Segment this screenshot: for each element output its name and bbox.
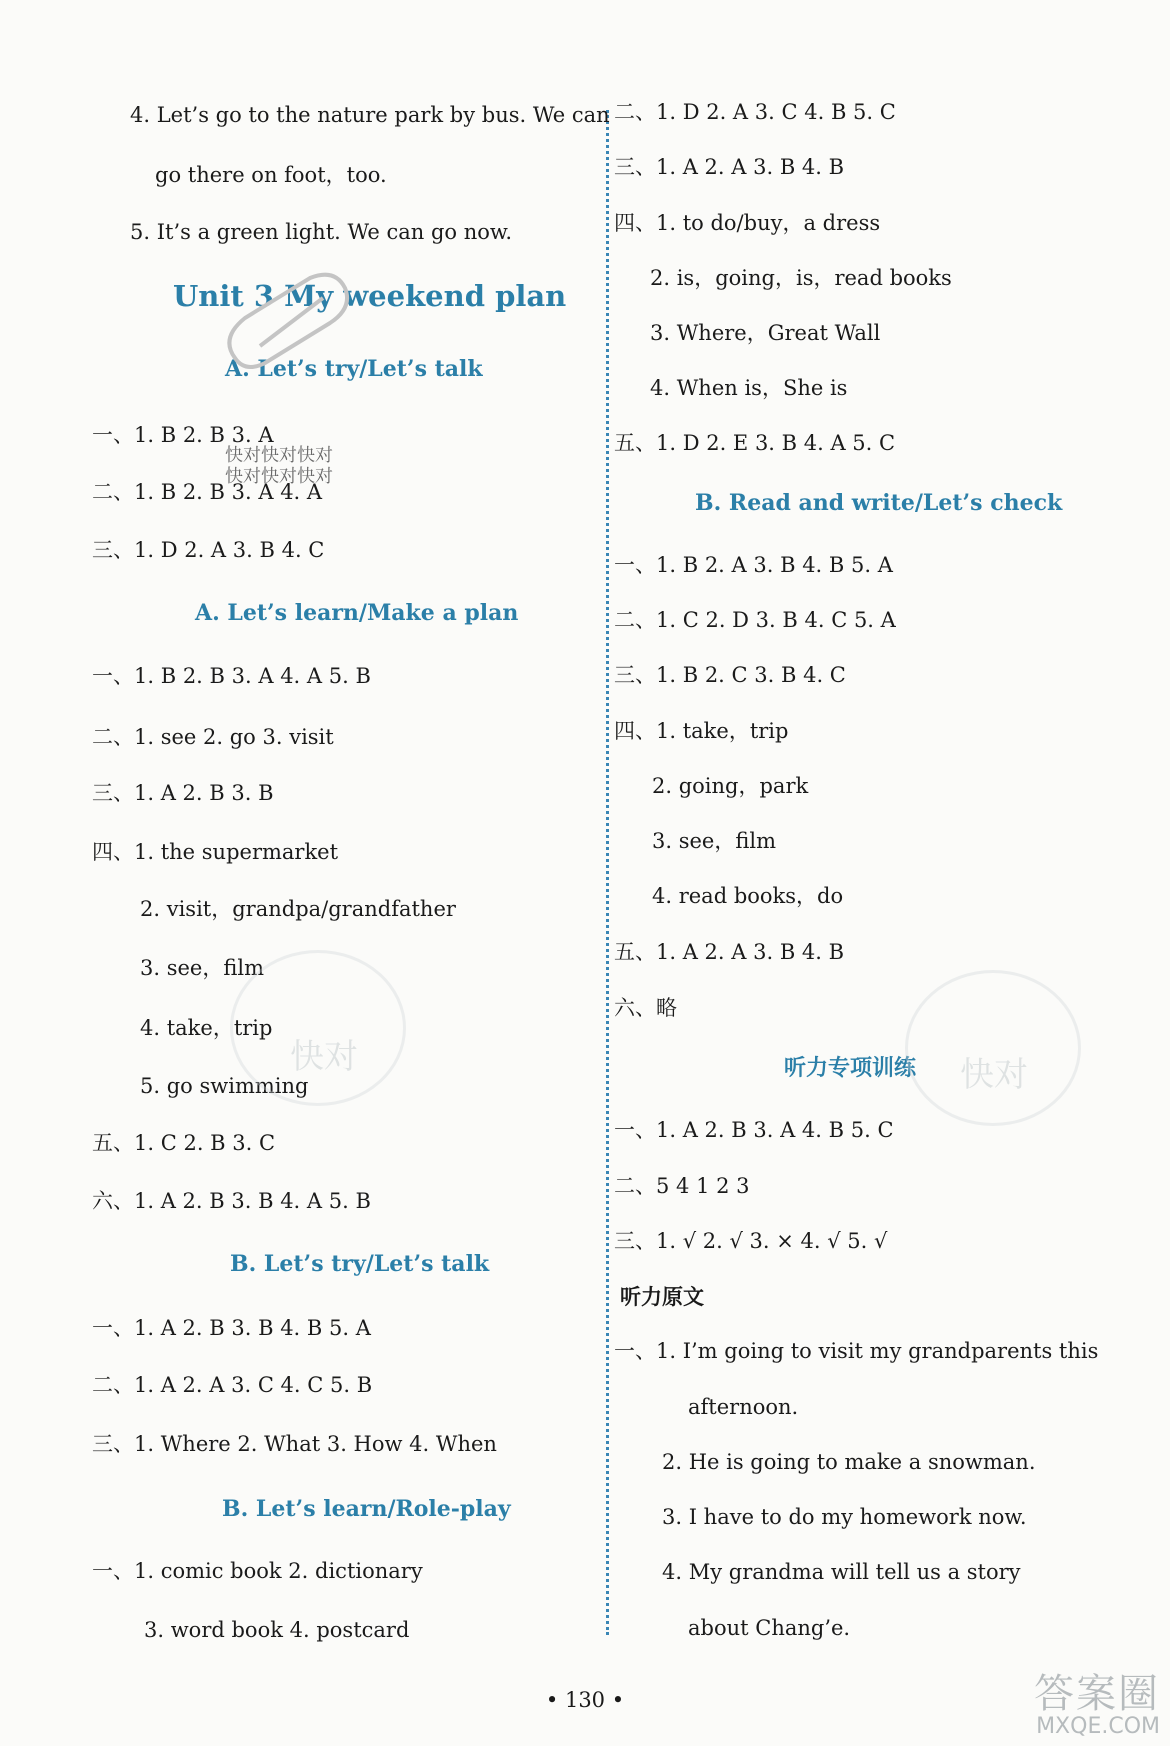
left-answer-line-2: 5. It’s a green light. We can go now. bbox=[130, 220, 513, 244]
right-answer-line-3: 2. is，going，is，read books bbox=[650, 266, 952, 290]
right-answer-line-10: 四、1. take，trip bbox=[614, 719, 789, 743]
left-answer-line-14: 五、1. C 2. B 3. C bbox=[92, 1131, 276, 1155]
left-answer-line-4: 二、1. B 2. B 3. A 4. A bbox=[92, 480, 323, 504]
right-answer-line-1: 三、1. A 2. A 3. B 4. B bbox=[614, 155, 845, 179]
right-answer-line-17: 二、5 4 1 2 3 bbox=[614, 1174, 750, 1198]
right-section-heading-1: 听力专项训练 bbox=[784, 1055, 917, 1081]
stamp-text-right: 快对 bbox=[960, 1055, 1028, 1095]
right-answer-line-11: 2. going，park bbox=[652, 774, 809, 798]
right-answer-line-23: 4. My grandma will tell us a story bbox=[662, 1560, 1021, 1584]
kuaidui-watermark-logo bbox=[215, 268, 365, 378]
left-section-heading-1: A. Let’s try/Let’s talk bbox=[225, 356, 483, 382]
right-answer-line-21: 2. He is going to make a snowman. bbox=[662, 1450, 1036, 1474]
right-section-heading-0: B. Read and write/Let’s check bbox=[695, 490, 1063, 516]
page-number: • 130 • bbox=[545, 1688, 625, 1712]
right-bold-label-0: 听力原文 bbox=[620, 1285, 704, 1309]
right-answer-line-12: 3. see，film bbox=[652, 829, 776, 853]
right-answer-line-14: 五、1. A 2. A 3. B 4. B bbox=[614, 940, 845, 964]
left-answer-line-15: 六、1. A 2. B 3. B 4. A 5. B bbox=[92, 1189, 371, 1213]
right-answer-line-16: 一、1. A 2. B 3. A 4. B 5. C bbox=[614, 1118, 894, 1142]
stamp-right bbox=[905, 970, 1081, 1126]
column-divider bbox=[606, 110, 609, 1635]
right-answer-line-13: 4. read books，do bbox=[652, 884, 844, 908]
right-answer-line-4: 3. Where，Great Wall bbox=[650, 321, 881, 345]
left-answer-line-17: 二、1. A 2. A 3. C 4. C 5. B bbox=[92, 1373, 373, 1397]
right-answer-line-9: 三、1. B 2. C 3. B 4. C bbox=[614, 663, 846, 687]
left-answer-line-5: 三、1. D 2. A 3. B 4. C bbox=[92, 538, 325, 562]
left-answer-line-10: 2. visit，grandpa/grandfather bbox=[140, 897, 456, 921]
left-answer-line-8: 三、1. A 2. B 3. B bbox=[92, 781, 274, 805]
watermark-text: 快对快对快对 快对快对快对 bbox=[225, 445, 333, 487]
right-answer-line-20: afternoon. bbox=[688, 1395, 799, 1419]
right-answer-line-19: 一、1. I’m going to visit my grandparents this bbox=[614, 1339, 1099, 1363]
left-answer-line-1: go there on foot，too. bbox=[155, 163, 387, 187]
right-answer-line-22: 3. I have to do my homework now. bbox=[662, 1505, 1027, 1529]
left-answer-line-12: 4. take，trip bbox=[140, 1016, 273, 1040]
right-answer-line-24: about Chang’e. bbox=[688, 1616, 851, 1640]
left-answer-line-9: 四、1. the supermarket bbox=[92, 840, 339, 864]
left-answer-line-11: 3. see，film bbox=[140, 956, 264, 980]
left-section-heading-3: B. Let’s try/Let’s talk bbox=[230, 1251, 490, 1277]
right-answer-line-15: 六、略 bbox=[614, 996, 677, 1020]
left-answer-line-13: 5. go swimming bbox=[140, 1074, 309, 1098]
stamp-left bbox=[230, 950, 406, 1106]
left-answer-line-6: 一、1. B 2. B 3. A 4. A 5. B bbox=[92, 664, 371, 688]
right-answer-line-8: 二、1. C 2. D 3. B 4. C 5. A bbox=[614, 608, 896, 632]
left-section-heading-2: A. Let’s learn/Make a plan bbox=[195, 600, 519, 626]
site-logo: 答案圈 MXQE.COM bbox=[1034, 1671, 1160, 1739]
left-answer-line-0: 4. Let’s go to the nature park by bus. We can bbox=[130, 103, 610, 127]
right-answer-line-5: 4. When is，She is bbox=[650, 376, 848, 400]
right-answer-line-2: 四、1. to do/buy，a dress bbox=[614, 211, 881, 235]
left-section-heading-0: Unit 3 My weekend plan bbox=[173, 279, 567, 313]
left-answer-line-16: 一、1. A 2. B 3. B 4. B 5. A bbox=[92, 1316, 371, 1340]
right-answer-line-18: 三、1. √ 2. √ 3. × 4. √ 5. √ bbox=[614, 1229, 888, 1253]
stamp-text-left: 快对 bbox=[290, 1037, 358, 1077]
left-answer-line-20: 3. word book 4. postcard bbox=[144, 1618, 410, 1642]
right-answer-line-0: 二、1. D 2. A 3. C 4. B 5. C bbox=[614, 100, 896, 124]
right-answer-line-6: 五、1. D 2. E 3. B 4. A 5. C bbox=[614, 431, 896, 455]
left-answer-line-18: 三、1. Where 2. What 3. How 4. When bbox=[92, 1432, 497, 1456]
left-answer-line-7: 二、1. see 2. go 3. visit bbox=[92, 725, 334, 749]
left-answer-line-3: 一、1. B 2. B 3. A bbox=[92, 423, 274, 447]
left-answer-line-19: 一、1. comic book 2. dictionary bbox=[92, 1559, 423, 1583]
left-section-heading-4: B. Let’s learn/Role-play bbox=[222, 1496, 511, 1522]
right-answer-line-7: 一、1. B 2. A 3. B 4. B 5. A bbox=[614, 553, 893, 577]
